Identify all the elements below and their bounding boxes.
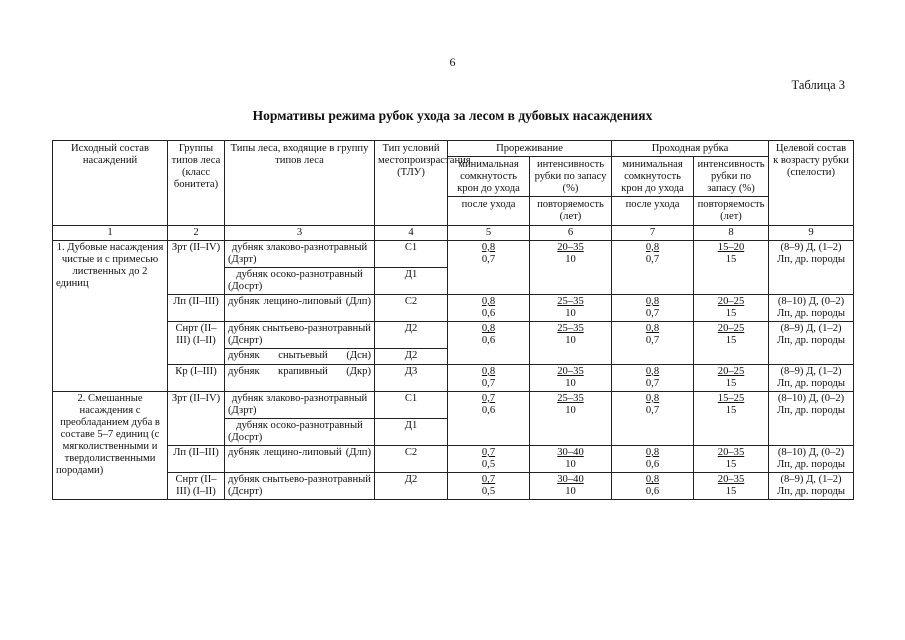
target-composition: (8–10) Д, (0–2) Лп, др. породы — [769, 446, 854, 473]
thin-intensity — [530, 364, 612, 391]
thin-closure — [448, 364, 530, 391]
tlu: Д1 — [375, 267, 448, 294]
tlu: С2 — [375, 295, 448, 322]
thin-closure-bottom: 0,6 — [481, 404, 496, 416]
table-row — [53, 391, 854, 418]
pass-intensity — [694, 473, 769, 500]
table-row — [53, 473, 854, 500]
forest-group: Снрт (II–III) (I–II) — [168, 473, 225, 500]
forest-group: Зрт (II–IV) — [168, 391, 225, 445]
forest-type: дубняк злаково-разнотравный (Дзрт) — [225, 391, 375, 418]
initial-composition: 2. Смешанные насаждения с преобладанием дуба в составе 5–7 единиц (с мягколиственными и твердолиственными породами) — [53, 391, 168, 500]
thin-closure-top: 0,7 — [481, 447, 496, 459]
forest-group: Лп (II–III) — [168, 295, 225, 322]
table-row — [53, 364, 854, 391]
thin-intensity-top: 30–40 — [557, 474, 584, 486]
forest-type: дубняк злаково-разнотравный (Дзрт) — [225, 240, 375, 267]
pass-intensity — [694, 322, 769, 364]
header-tlu: Тип условий местопроизрастания (ТЛУ) — [375, 141, 448, 226]
norms-table — [52, 140, 854, 500]
header-pass-min-closure: минимальная сомкнутость крон до ухода — [612, 157, 694, 197]
target-composition: (8–10) Д, (0–2) Лп, др. породы — [769, 391, 854, 445]
forest-group: Зрт (II–IV) — [168, 240, 225, 294]
target-composition: (8–9) Д, (1–2) Лп, др. породы — [769, 364, 854, 391]
header-pass-intensity: интенсивность рубки по запасу (%) — [694, 157, 769, 197]
pass-intensity-top: 20–35 — [717, 447, 745, 459]
header-thin-repeat: повторяемость (лет) — [530, 197, 612, 225]
target-composition: (8–10) Д, (0–2) Лп, др. породы — [769, 295, 854, 322]
thin-intensity-bottom: 10 — [565, 404, 576, 416]
thin-intensity-top: 20–35 — [557, 365, 584, 377]
pass-closure-top: 0,8 — [645, 365, 660, 377]
forest-group: Кр (I–III) — [168, 364, 225, 391]
thin-intensity-top: 30–40 — [557, 447, 584, 459]
forest-type: дубняк снытьевый (Дсн) — [225, 349, 375, 364]
tlu: С2 — [375, 446, 448, 473]
pass-intensity-bottom: 15 — [725, 404, 737, 416]
thin-intensity-top: 20–35 — [557, 241, 584, 253]
pass-closure-bottom: 0,6 — [645, 459, 660, 471]
thin-closure — [448, 473, 530, 500]
pass-closure — [612, 391, 694, 445]
header-pass-after-care: после ухода — [612, 197, 694, 225]
forest-type: дубняк снытьево-разнотравный (Дснрт) — [225, 322, 375, 349]
initial-composition: 1. Дубовые насаждения чистые и с примесью лиственных до 2 единиц — [53, 240, 168, 391]
header-row-1 — [53, 141, 854, 157]
thin-closure-top: 0,8 — [481, 323, 496, 335]
tlu: С1 — [375, 391, 448, 418]
thin-intensity — [530, 240, 612, 294]
forest-type: дубняк крапивный (Дкр) — [225, 364, 375, 391]
column-number: 6 — [530, 225, 612, 240]
column-number: 8 — [694, 225, 769, 240]
thin-closure — [448, 446, 530, 473]
thin-intensity — [530, 391, 612, 445]
tlu: С1 — [375, 240, 448, 267]
thin-closure-bottom: 0,7 — [481, 253, 496, 265]
column-number: 5 — [448, 225, 530, 240]
column-number: 7 — [612, 225, 694, 240]
pass-closure — [612, 322, 694, 364]
thin-intensity-bottom: 10 — [565, 377, 576, 389]
pass-intensity-top: 20–25 — [717, 296, 745, 308]
pass-closure — [612, 295, 694, 322]
header-target: Целевой состав к возрасту рубки (спелости) — [769, 141, 854, 226]
thin-closure-bottom: 0,5 — [481, 459, 496, 471]
thin-closure-top: 0,7 — [481, 474, 496, 486]
pass-closure-bottom: 0,7 — [645, 335, 660, 347]
tlu: Д2 — [375, 322, 448, 349]
pass-intensity-top: 20–25 — [717, 323, 745, 335]
header-forest-types: Типы леса, входящие в группу типов леса — [225, 141, 375, 226]
page-number: 6 — [449, 55, 456, 69]
table-title: Нормативы режима рубок ухода за лесом в дубовых насаждениях — [252, 108, 653, 123]
pass-closure-top: 0,8 — [645, 241, 660, 253]
thin-intensity-bottom: 10 — [565, 253, 576, 265]
pass-closure — [612, 364, 694, 391]
pass-closure-top: 0,8 — [645, 474, 660, 486]
thin-closure — [448, 322, 530, 364]
column-number: 4 — [375, 225, 448, 240]
thin-closure-top: 0,7 — [481, 392, 496, 404]
target-composition: (8–9) Д, (1–2) Лп, др. породы — [769, 240, 854, 294]
table-row — [53, 322, 854, 349]
thin-intensity — [530, 446, 612, 473]
thin-intensity-bottom: 10 — [565, 308, 576, 320]
target-composition: (8–9) Д, (1–2) Лп, др. породы — [769, 473, 854, 500]
table-row — [53, 446, 854, 473]
thin-intensity-bottom: 10 — [565, 335, 576, 347]
pass-closure-bottom: 0,7 — [645, 253, 660, 265]
tlu: Д3 — [375, 364, 448, 391]
column-number: 1 — [53, 225, 168, 240]
thin-closure-top: 0,8 — [481, 365, 496, 377]
pass-intensity — [694, 391, 769, 445]
pass-closure-top: 0,8 — [645, 296, 660, 308]
tlu: Д2 — [375, 349, 448, 364]
pass-closure-bottom: 0,7 — [645, 377, 660, 389]
thin-intensity — [530, 295, 612, 322]
forest-type: дубняк снытьево-разнотравный (Дснрт) — [225, 473, 375, 500]
pass-closure — [612, 240, 694, 294]
column-number: 2 — [168, 225, 225, 240]
pass-intensity — [694, 295, 769, 322]
table-label: Таблица 3 — [791, 78, 845, 92]
pass-intensity-top: 20–35 — [717, 474, 745, 486]
forest-type: дубняк осоко-разнотравный (Досрт) — [225, 267, 375, 294]
column-number: 3 — [225, 225, 375, 240]
tlu: Д1 — [375, 418, 448, 445]
thin-closure-bottom: 0,6 — [481, 308, 496, 320]
thin-closure-top: 0,8 — [481, 296, 496, 308]
tlu: Д2 — [375, 473, 448, 500]
thin-closure — [448, 295, 530, 322]
header-initial-composition: Исходный состав насаждений — [53, 141, 168, 226]
pass-intensity-bottom: 15 — [725, 459, 737, 471]
column-number: 9 — [769, 225, 854, 240]
pass-closure — [612, 446, 694, 473]
forest-type: дубняк лещино-липовый (Длп) — [225, 295, 375, 322]
pass-intensity-bottom: 15 — [725, 308, 737, 320]
thin-intensity-top: 25–35 — [557, 323, 584, 335]
pass-intensity-bottom: 15 — [725, 486, 737, 498]
pass-intensity — [694, 364, 769, 391]
thin-closure-top: 0,8 — [481, 241, 496, 253]
header-thin-after-care: после ухода — [448, 197, 530, 225]
forest-type: дубняк осоко-разнотравный (Досрт) — [225, 418, 375, 445]
thin-closure — [448, 240, 530, 294]
pass-closure-top: 0,8 — [645, 323, 660, 335]
header-thinning: Прореживание — [448, 141, 612, 157]
forest-group: Снрт (II–III) (I–II) — [168, 322, 225, 364]
pass-closure-bottom: 0,7 — [645, 404, 660, 416]
table-row — [53, 295, 854, 322]
thin-closure-bottom: 0,5 — [481, 486, 496, 498]
thin-intensity — [530, 322, 612, 364]
header-groups: Группы типов леса (класс бонитета) — [168, 141, 225, 226]
thin-closure-bottom: 0,7 — [481, 377, 496, 389]
pass-intensity-bottom: 15 — [725, 377, 737, 389]
pass-intensity-bottom: 15 — [725, 335, 737, 347]
thin-intensity-top: 25–35 — [557, 392, 584, 404]
pass-intensity — [694, 446, 769, 473]
header-pass-repeat: повторяемость (лет) — [694, 197, 769, 225]
pass-intensity-top: 15–20 — [717, 241, 745, 253]
pass-closure-bottom: 0,7 — [645, 308, 660, 320]
pass-closure-bottom: 0,6 — [645, 486, 660, 498]
thin-closure-bottom: 0,6 — [481, 335, 496, 347]
header-passage: Проходная рубка — [612, 141, 769, 157]
forest-group: Лп (II–III) — [168, 446, 225, 473]
column-number-row — [53, 225, 854, 240]
pass-intensity-bottom: 15 — [725, 253, 737, 265]
thin-intensity — [530, 473, 612, 500]
pass-closure — [612, 473, 694, 500]
header-thin-intensity: интенсивность рубки по запасу (%) — [530, 157, 612, 197]
target-composition: (8–9) Д, (1–2) Лп, др. породы — [769, 322, 854, 364]
thin-intensity-top: 25–35 — [557, 296, 584, 308]
forest-type: дубняк лещино-липовый (Длп) — [225, 446, 375, 473]
thin-intensity-bottom: 10 — [565, 486, 576, 498]
pass-closure-top: 0,8 — [645, 392, 660, 404]
header-thin-min-closure: минимальная сомкнутость крон до ухода — [448, 157, 530, 197]
pass-intensity — [694, 240, 769, 294]
thin-intensity-bottom: 10 — [565, 459, 576, 471]
pass-closure-top: 0,8 — [645, 447, 660, 459]
thin-closure — [448, 391, 530, 445]
pass-intensity-top: 20–25 — [717, 365, 745, 377]
table-row — [53, 240, 854, 267]
pass-intensity-top: 15–25 — [717, 392, 745, 404]
